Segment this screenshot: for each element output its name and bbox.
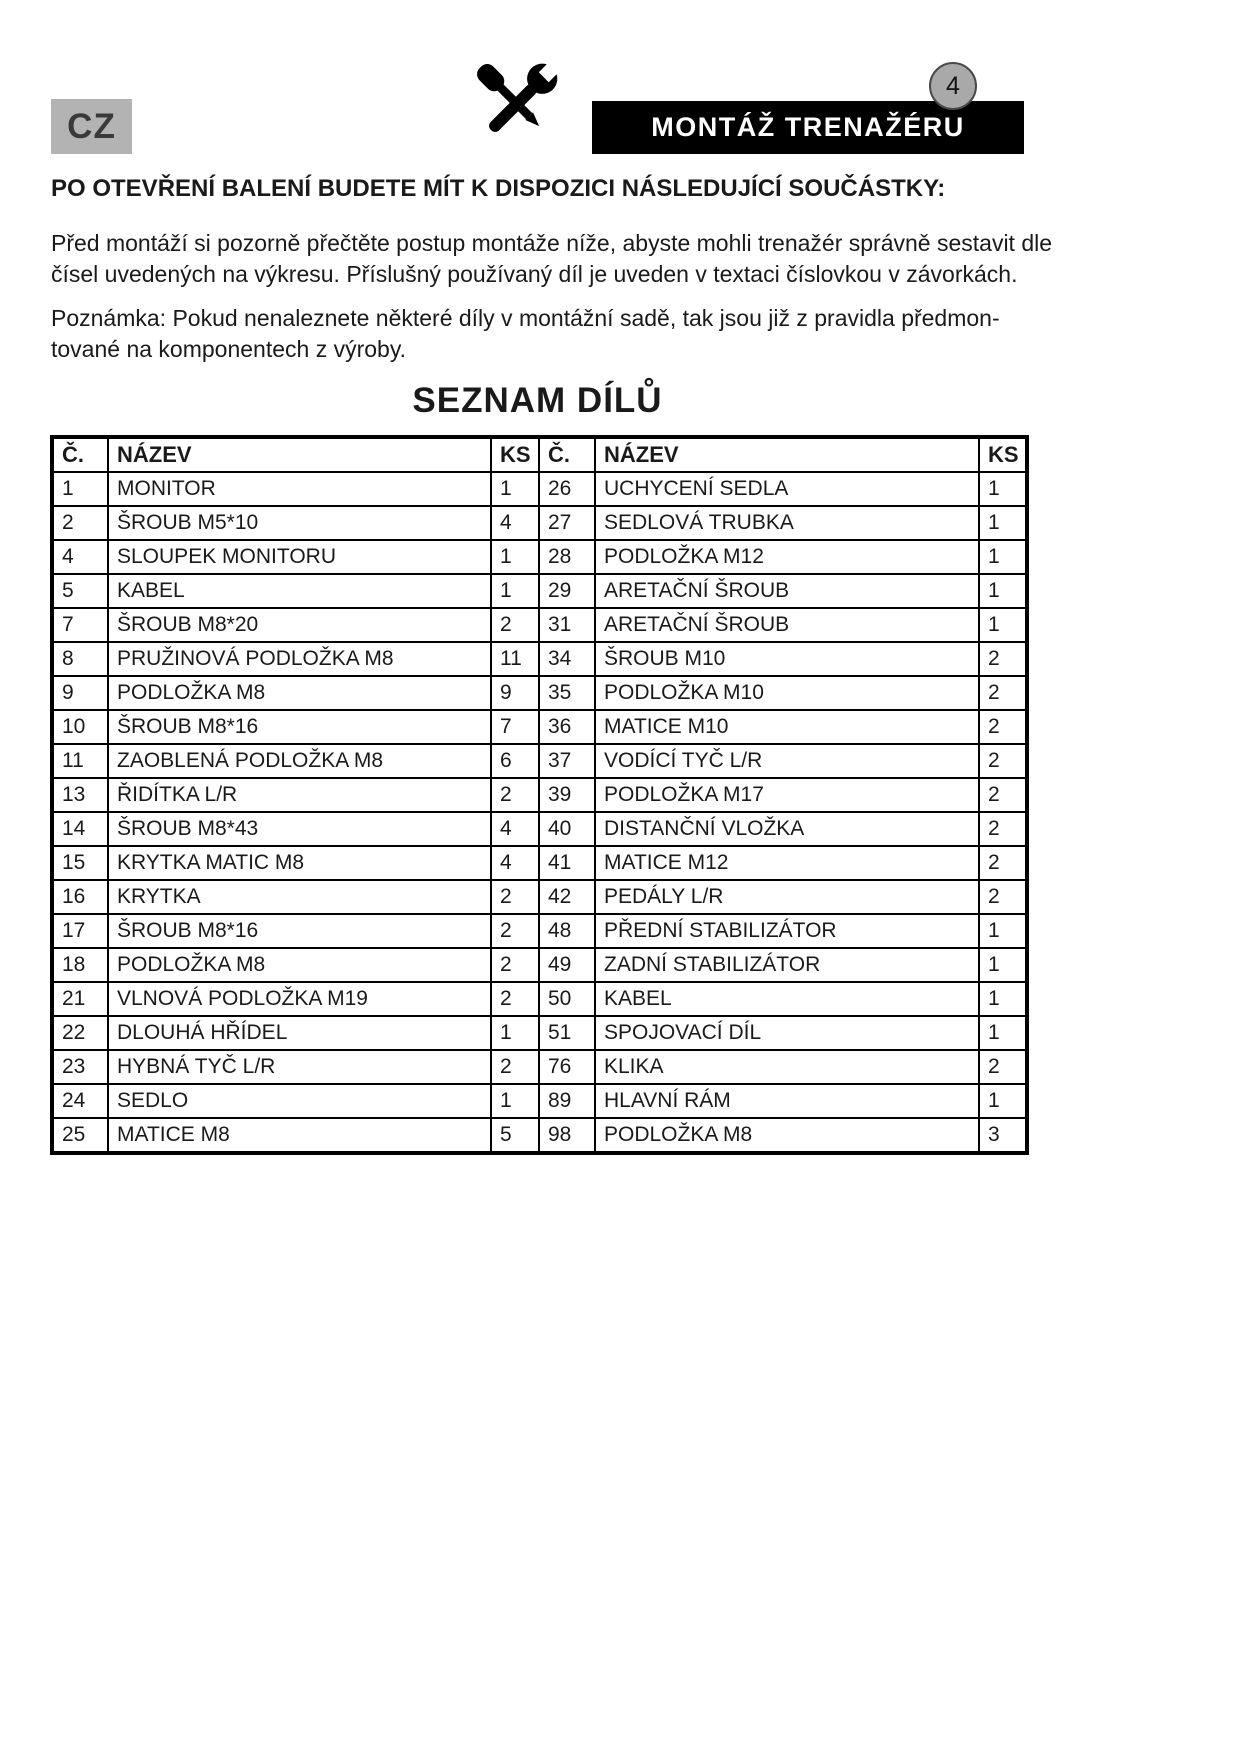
- page-number-badge: 4: [929, 62, 977, 110]
- part-qty: 1: [979, 574, 1027, 608]
- part-number: 7: [52, 608, 108, 642]
- part-name: KRYTKA MATIC M8: [108, 846, 491, 880]
- table-row: [52, 540, 1027, 574]
- part-name: PODLOŽKA M8: [108, 676, 491, 710]
- part-number: 2: [52, 506, 108, 540]
- part-qty: 2: [979, 744, 1027, 778]
- table-row: [52, 880, 1027, 914]
- part-name: ŠROUB M8*16: [108, 914, 491, 948]
- part-number: 37: [539, 744, 595, 778]
- part-number: 36: [539, 710, 595, 744]
- part-name: MATICE M8: [108, 1118, 491, 1153]
- tools-crossed-icon: [462, 50, 572, 158]
- part-qty: 2: [491, 948, 539, 982]
- part-name: ŠROUB M10: [595, 642, 979, 676]
- table-row: [52, 608, 1027, 642]
- table-row: [52, 846, 1027, 880]
- col-header-qty-left: KS: [491, 437, 539, 472]
- part-name: DLOUHÁ HŘÍDEL: [108, 1016, 491, 1050]
- part-qty: 1: [979, 948, 1027, 982]
- part-number: 9: [52, 676, 108, 710]
- part-number: 28: [539, 540, 595, 574]
- intro-heading: PO OTEVŘENÍ BALENÍ BUDETE MÍT K DISPOZICI NÁSLEDUJÍCÍ SOUČÁSTKY:: [51, 175, 946, 202]
- part-name: PRUŽINOVÁ PODLOŽKA M8: [108, 642, 491, 676]
- part-qty: 2: [491, 914, 539, 948]
- part-number: 50: [539, 982, 595, 1016]
- col-header-qty-right: KS: [979, 437, 1027, 472]
- part-qty: 1: [491, 1084, 539, 1118]
- part-qty: 1: [979, 472, 1027, 506]
- part-name: PEDÁLY L/R: [595, 880, 979, 914]
- table-row: [52, 676, 1027, 710]
- part-name: ŠROUB M5*10: [108, 506, 491, 540]
- part-name: PODLOŽKA M17: [595, 778, 979, 812]
- part-qty: 2: [979, 710, 1027, 744]
- part-number: 40: [539, 812, 595, 846]
- part-number: 31: [539, 608, 595, 642]
- part-qty: 2: [979, 812, 1027, 846]
- parts-table: [50, 435, 1029, 1155]
- table-row: [52, 642, 1027, 676]
- table-header-row: [52, 437, 1027, 472]
- part-number: 11: [52, 744, 108, 778]
- table-row: [52, 1050, 1027, 1084]
- part-name: SEDLO: [108, 1084, 491, 1118]
- part-qty: 2: [491, 778, 539, 812]
- part-name: MATICE M12: [595, 846, 979, 880]
- part-qty: 1: [979, 914, 1027, 948]
- part-name: PODLOŽKA M10: [595, 676, 979, 710]
- part-qty: 2: [491, 1050, 539, 1084]
- part-number: 15: [52, 846, 108, 880]
- part-qty: 1: [491, 574, 539, 608]
- intro-paragraph-2-line-1: Poznámka: Pokud nenaleznete některé díly v montážní sadě, tak jsou již z pravidla předmon-: [51, 305, 1000, 331]
- part-number: 29: [539, 574, 595, 608]
- intro-paragraph-2-line-2: tované na komponentech z výroby.: [51, 336, 407, 362]
- part-number: 18: [52, 948, 108, 982]
- col-header-number-left: Č.: [52, 437, 108, 472]
- part-qty: 2: [491, 982, 539, 1016]
- part-name: ŘIDÍTKA L/R: [108, 778, 491, 812]
- part-number: 25: [52, 1118, 108, 1153]
- part-name: KRYTKA: [108, 880, 491, 914]
- col-header-name-right: NÁZEV: [595, 437, 979, 472]
- part-qty: 1: [979, 1016, 1027, 1050]
- intro-paragraph-1: [51, 228, 1201, 290]
- table-row: [52, 982, 1027, 1016]
- part-number: 24: [52, 1084, 108, 1118]
- table-row: [52, 574, 1027, 608]
- part-name: KLIKA: [595, 1050, 979, 1084]
- part-qty: 2: [979, 642, 1027, 676]
- part-name: SLOUPEK MONITORU: [108, 540, 491, 574]
- intro-paragraph-1-line-2: čísel uvedených na výkresu. Příslušný používaný díl je uveden v textaci číslovkou v závorkách.: [51, 261, 1018, 287]
- parts-table-body: [52, 472, 1027, 1153]
- part-qty: 1: [491, 1016, 539, 1050]
- part-qty: 2: [979, 880, 1027, 914]
- part-qty: 2: [979, 778, 1027, 812]
- part-qty: 2: [491, 608, 539, 642]
- part-name: UCHYCENÍ SEDLA: [595, 472, 979, 506]
- part-number: 5: [52, 574, 108, 608]
- part-number: 49: [539, 948, 595, 982]
- table-row: [52, 778, 1027, 812]
- table-row: [52, 812, 1027, 846]
- part-name: PŘEDNÍ STABILIZÁTOR: [595, 914, 979, 948]
- part-name: ARETAČNÍ ŠROUB: [595, 608, 979, 642]
- part-number: 14: [52, 812, 108, 846]
- part-number: 22: [52, 1016, 108, 1050]
- table-row: [52, 744, 1027, 778]
- part-name: MONITOR: [108, 472, 491, 506]
- part-qty: 9: [491, 676, 539, 710]
- table-row: [52, 506, 1027, 540]
- part-number: 34: [539, 642, 595, 676]
- table-row: [52, 1016, 1027, 1050]
- part-number: 26: [539, 472, 595, 506]
- intro-paragraph-2: [51, 303, 1201, 365]
- part-number: 48: [539, 914, 595, 948]
- part-qty: 1: [979, 1084, 1027, 1118]
- part-qty: 1: [491, 540, 539, 574]
- part-name: ŠROUB M8*20: [108, 608, 491, 642]
- part-number: 76: [539, 1050, 595, 1084]
- part-name: ŠROUB M8*16: [108, 710, 491, 744]
- part-qty: 1: [979, 540, 1027, 574]
- table-row: [52, 1084, 1027, 1118]
- part-name: VODÍCÍ TYČ L/R: [595, 744, 979, 778]
- part-name: HLAVNÍ RÁM: [595, 1084, 979, 1118]
- part-name: PODLOŽKA M8: [108, 948, 491, 982]
- part-number: 8: [52, 642, 108, 676]
- part-qty: 1: [979, 608, 1027, 642]
- part-qty: 11: [491, 642, 539, 676]
- part-qty: 2: [979, 846, 1027, 880]
- part-number: 17: [52, 914, 108, 948]
- table-row: [52, 472, 1027, 506]
- part-number: 51: [539, 1016, 595, 1050]
- part-number: 89: [539, 1084, 595, 1118]
- part-number: 35: [539, 676, 595, 710]
- part-number: 10: [52, 710, 108, 744]
- part-name: ZAOBLENÁ PODLOŽKA M8: [108, 744, 491, 778]
- part-name: ŠROUB M8*43: [108, 812, 491, 846]
- part-name: PODLOŽKA M12: [595, 540, 979, 574]
- part-name: SPOJOVACÍ DÍL: [595, 1016, 979, 1050]
- part-number: 1: [52, 472, 108, 506]
- part-number: 42: [539, 880, 595, 914]
- part-qty: 4: [491, 506, 539, 540]
- table-row: [52, 948, 1027, 982]
- part-name: ZADNÍ STABILIZÁTOR: [595, 948, 979, 982]
- part-qty: 1: [491, 472, 539, 506]
- intro-paragraph-1-line-1: Před montáží si pozorně přečtěte postup montáže níže, abyste mohli trenažér správně sestavit dle: [51, 230, 1053, 256]
- part-qty: 1: [979, 506, 1027, 540]
- part-name: KABEL: [595, 982, 979, 1016]
- part-number: 27: [539, 506, 595, 540]
- page-title-banner: MONTÁŽ TRENAŽÉRU: [592, 101, 1024, 154]
- parts-list-title: SEZNAM DÍLŮ: [412, 381, 663, 420]
- part-name: PODLOŽKA M8: [595, 1118, 979, 1153]
- language-badge: CZ: [51, 99, 132, 154]
- part-qty: 6: [491, 744, 539, 778]
- part-number: 4: [52, 540, 108, 574]
- part-name: DISTANČNÍ VLOŽKA: [595, 812, 979, 846]
- part-number: 41: [539, 846, 595, 880]
- part-qty: 7: [491, 710, 539, 744]
- part-name: VLNOVÁ PODLOŽKA M19: [108, 982, 491, 1016]
- part-name: MATICE M10: [595, 710, 979, 744]
- part-qty: 2: [979, 676, 1027, 710]
- part-qty: 4: [491, 846, 539, 880]
- part-number: 39: [539, 778, 595, 812]
- table-row: [52, 710, 1027, 744]
- part-name: SEDLOVÁ TRUBKA: [595, 506, 979, 540]
- part-name: HYBNÁ TYČ L/R: [108, 1050, 491, 1084]
- part-qty: 5: [491, 1118, 539, 1153]
- part-qty: 1: [979, 982, 1027, 1016]
- col-header-number-right: Č.: [539, 437, 595, 472]
- table-row: [52, 914, 1027, 948]
- part-name: ARETAČNÍ ŠROUB: [595, 574, 979, 608]
- part-number: 98: [539, 1118, 595, 1153]
- part-number: 16: [52, 880, 108, 914]
- table-row: [52, 1118, 1027, 1153]
- part-name: KABEL: [108, 574, 491, 608]
- part-qty: 2: [979, 1050, 1027, 1084]
- part-qty: 3: [979, 1118, 1027, 1153]
- part-number: 13: [52, 778, 108, 812]
- part-number: 23: [52, 1050, 108, 1084]
- part-qty: 4: [491, 812, 539, 846]
- part-number: 21: [52, 982, 108, 1016]
- part-qty: 2: [491, 880, 539, 914]
- col-header-name-left: NÁZEV: [108, 437, 491, 472]
